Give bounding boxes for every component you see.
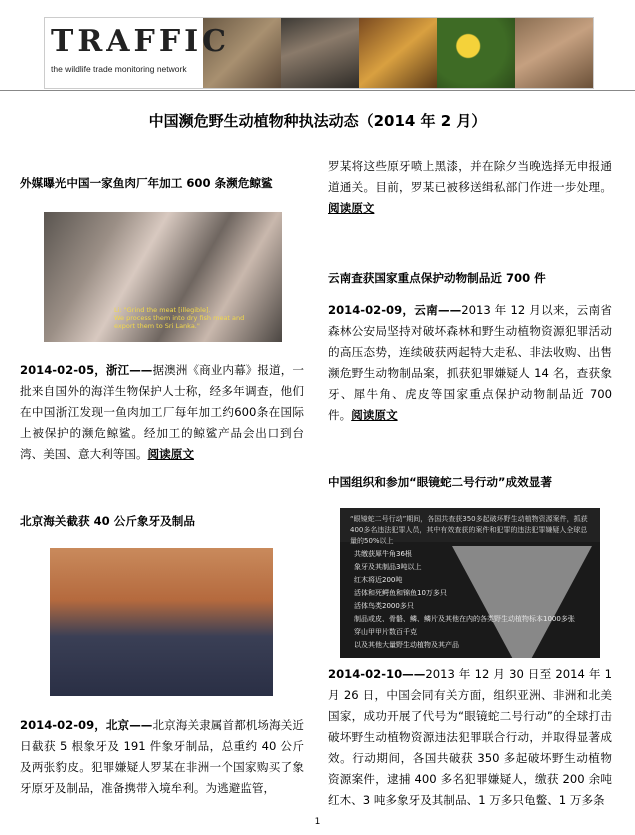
logo-word: TRAFFIC bbox=[51, 24, 231, 59]
article-text: 北京海关隶属首都机场海关近日截获 5 根象牙及 191 件象牙制品，总重约 40 公斤及两张豹皮。犯罪嫌疑人罗某在非洲一个国家购买了象牙原牙及制品，准备携带入境牟利。为逃避监管， bbox=[20, 718, 304, 795]
banner-photo bbox=[437, 18, 515, 88]
header-rule bbox=[0, 90, 635, 91]
cobra-operation-infographic bbox=[340, 508, 600, 658]
article-text: 2013 年 12 月 30 日至 2014 年 1 月 26 日，中国会同有关方面，组织亚洲、非洲和北美国家，成功开展了代号为“眼镜蛇二号行动”的全球打击破坏野生动植物资源违法犯罪联合行动，并取得显著成效。行动期间，各国共破获 350 多起破坏野生动植物资源案件，逮捕 400 多名犯罪嫌疑人，缴获 200 余吨红木、3 吨多象牙及其制品、1 万多只龟鳖、1 万多条 bbox=[328, 667, 612, 807]
article-body-whale-shark bbox=[20, 360, 304, 465]
article-body-ivory-beijing bbox=[20, 715, 304, 799]
article-dateline: 2014-02-09，云南—— bbox=[328, 303, 462, 317]
article-dateline: 2014-02-10—— bbox=[328, 667, 426, 681]
article-headline-cobra: 中国组织和参加“眼镜蛇二号行动”成效显著 bbox=[328, 475, 552, 489]
banner-photos bbox=[203, 18, 593, 88]
read-more-link[interactable]: 阅读原文 bbox=[328, 201, 375, 215]
infographic-banner: “眼镜蛇二号行动”期间，各国共查获350多起破坏野生动植物资源案件，抓获400多名违法犯罪人员，其中有效查获的案件和犯罪的违法犯罪嫌疑人全球总量的50%以上 bbox=[340, 508, 600, 542]
banner-photo bbox=[359, 18, 437, 88]
whale-shark-photo bbox=[44, 212, 282, 342]
article-body-yunnan bbox=[328, 300, 612, 426]
article-dateline: 2014-02-05，浙江—— bbox=[20, 363, 153, 377]
banner-photo bbox=[281, 18, 359, 88]
header-banner bbox=[44, 17, 594, 89]
article-dateline: 2014-02-09，北京—— bbox=[20, 718, 153, 732]
article-headline-yunnan: 云南查获国家重点保护动物制品近 700 件 bbox=[328, 271, 546, 285]
article-text: 2013 年 12 月以来，云南省森林公安局坚持对破坏森林和野生动植物资源犯罪活动的高压态势，连续破获两起特大走私、非法收购、出售濒危野生动物制品案，抓获犯罪嫌疑人 14 名，查获象牙、犀牛角、虎皮等国家重点保护动物制品近 700 件。 bbox=[328, 303, 612, 422]
article-text: 罗某将这些原牙喷上黑漆，并在除夕当晚选择无申报通道通关。目前，罗某已被移送缉私部门作进一步处理。 bbox=[328, 159, 612, 194]
article-text: 据澳洲《商业内幕》报道，一批来自国外的海洋生物保护人士称，经多年调查，他们在中国浙江发现一鱼肉加工厂每年加工约600条在国际上被保护的濒危鲸鲨。经加工的鲸鲨产品会出口到台湾、美国、意大利等国。 bbox=[20, 363, 304, 461]
banner-photo bbox=[515, 18, 593, 88]
photo-caption: Li: "Grind the meat [illegible]. We process them into dry fish meat and export them to Sri Lanka." bbox=[114, 306, 245, 330]
article-body-cobra bbox=[328, 664, 612, 811]
article-continuation bbox=[328, 156, 612, 219]
logo-tagline: the wildlife trade monitoring network bbox=[51, 64, 187, 74]
read-more-link[interactable]: 阅读原文 bbox=[351, 408, 398, 422]
page-title: 中国濒危野生动植物种执法动态（2014 年 2 月） bbox=[148, 112, 487, 130]
article-headline-whale-shark: 外媒曝光中国一家鱼肉厂年加工 600 条濒危鲸鲨 bbox=[20, 176, 273, 190]
traffic-logo bbox=[45, 18, 231, 88]
customs-officer-photo bbox=[50, 548, 273, 696]
article-headline-ivory-beijing: 北京海关截获 40 公斤象牙及制品 bbox=[20, 514, 195, 528]
page-number: 1 bbox=[314, 817, 321, 827]
read-more-link[interactable]: 阅读原文 bbox=[147, 447, 194, 461]
infographic-list: 共缴获犀牛角36根 象牙及其制品3吨以上 红木将近200吨 活体和死鳄鱼和锦鱼10万多只 活体鸟类2000多只 制品或皮、骨骼、鳞、鳞片及其他在内的各类野生动植物标本1000多张 穿山甲甲片数百千克 以及其他大量野生动植物及其产品 bbox=[354, 550, 575, 649]
